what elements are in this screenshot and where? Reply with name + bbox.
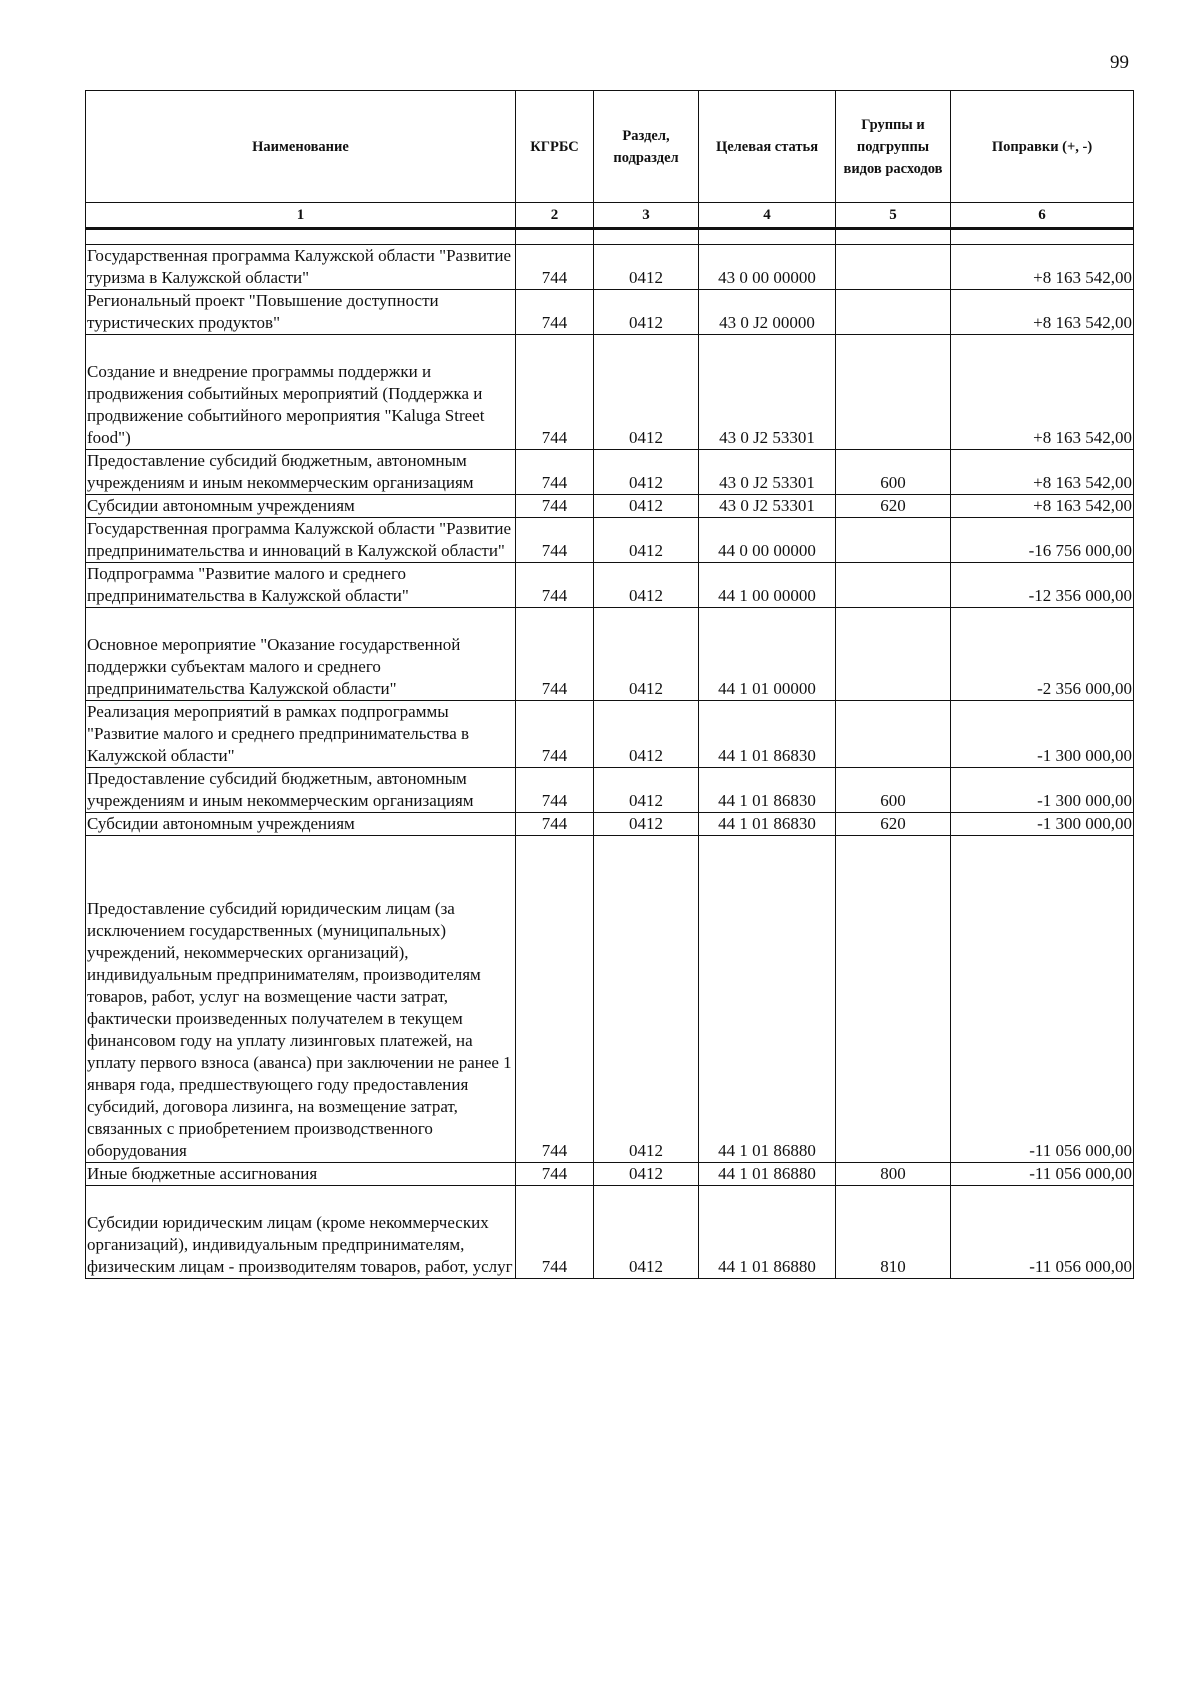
table-row [86,768,1134,813]
row-amount: +8 163 542,00 [951,495,1134,518]
column-number: 4 [699,203,836,229]
row-group: 810 [836,1186,951,1279]
row-target: 44 0 00 00000 [699,518,836,563]
row-kgrbs: 744 [516,1186,594,1279]
row-section: 0412 [594,245,699,290]
column-number: 2 [516,203,594,229]
column-number: 5 [836,203,951,229]
row-target: 43 0 J2 53301 [699,335,836,450]
row-name: Субсидии автономным учреждениям [86,813,516,836]
row-section: 0412 [594,335,699,450]
row-target: 44 1 01 86880 [699,1163,836,1186]
table-row [86,1163,1134,1186]
row-name: Региональный проект "Повышение доступности туристических продуктов" [86,290,516,335]
row-section: 0412 [594,813,699,836]
header-groups: Группы и подгруппы видов расходов [836,91,951,203]
row-target: 44 1 01 86830 [699,701,836,768]
row-kgrbs: 744 [516,335,594,450]
row-name: Государственная программа Калужской области "Развитие туризма в Калужской области" [86,245,516,290]
row-name: Иные бюджетные ассигнования [86,1163,516,1186]
row-amount: +8 163 542,00 [951,335,1134,450]
table-row [86,335,1134,450]
row-target: 44 1 01 86830 [699,768,836,813]
header-target: Целевая статья [699,91,836,203]
row-amount: -11 056 000,00 [951,1163,1134,1186]
header-section: Раздел, подраздел [594,91,699,203]
row-amount: -16 756 000,00 [951,518,1134,563]
row-target: 44 1 00 00000 [699,563,836,608]
row-section: 0412 [594,1186,699,1279]
row-kgrbs: 744 [516,608,594,701]
row-amount: -1 300 000,00 [951,701,1134,768]
row-group [836,563,951,608]
table-row [86,245,1134,290]
row-group [836,608,951,701]
row-section: 0412 [594,518,699,563]
row-name: Основное мероприятие "Оказание государственной поддержки субъектам малого и среднего предпринимательства Калужской области" [86,608,516,701]
row-target: 44 1 01 86830 [699,813,836,836]
row-group [836,335,951,450]
row-name: Предоставление субсидий бюджетным, автономным учреждениям и иным некоммерческим организациям [86,768,516,813]
row-amount: +8 163 542,00 [951,450,1134,495]
row-amount: -12 356 000,00 [951,563,1134,608]
row-group: 800 [836,1163,951,1186]
row-section: 0412 [594,836,699,1163]
row-name: Предоставление субсидий бюджетным, автономным учреждениям и иным некоммерческим организациям [86,450,516,495]
row-target: 44 1 01 00000 [699,608,836,701]
table-row [86,290,1134,335]
row-kgrbs: 744 [516,245,594,290]
page-number: 99 [1110,52,1129,73]
spacer-row [86,229,1134,245]
row-group [836,245,951,290]
column-number: 6 [951,203,1134,229]
row-name: Субсидии автономным учреждениям [86,495,516,518]
row-amount: -2 356 000,00 [951,608,1134,701]
row-target: 43 0 J2 53301 [699,450,836,495]
row-section: 0412 [594,608,699,701]
row-name: Реализация мероприятий в рамках подпрограммы "Развитие малого и среднего предпринимательства в Калужской области" [86,701,516,768]
row-section: 0412 [594,563,699,608]
row-group [836,701,951,768]
row-group: 620 [836,813,951,836]
header-amendments: Поправки (+, -) [951,91,1134,203]
table-row [86,563,1134,608]
row-target: 43 0 00 00000 [699,245,836,290]
table-row [86,518,1134,563]
row-kgrbs: 744 [516,290,594,335]
table-header-row [86,91,1134,203]
row-target: 43 0 J2 53301 [699,495,836,518]
row-name: Предоставление субсидий юридическим лицам (за исключением государственных (муниципальных) учреждений, некоммерческих организаций), индивидуальным предпринимателям, производителям товаров, работ, услуг на возмещение части затрат, фактически произведенных получателем в текущем финансовом году на уплату лизинговых платежей, на уплату первого взноса (аванса) при заключении не ранее 1 января года, предшествующего году предоставления субсидий, договора лизинга, на возмещение затрат, связанных с приобретением производственного оборудования [86,836,516,1163]
row-section: 0412 [594,290,699,335]
table-row [86,1186,1134,1279]
row-name: Государственная программа Калужской области "Развитие предпринимательства и инноваций в Калужской области" [86,518,516,563]
table-row [86,813,1134,836]
row-amount: +8 163 542,00 [951,245,1134,290]
column-number-row [86,203,1134,229]
row-amount: -1 300 000,00 [951,768,1134,813]
column-number: 1 [86,203,516,229]
row-target: 44 1 01 86880 [699,836,836,1163]
row-name: Создание и внедрение программы поддержки и продвижения событийных мероприятий (Поддержка и продвижение событийного мероприятия "Kaluga Street food") [86,335,516,450]
row-kgrbs: 744 [516,563,594,608]
row-group [836,836,951,1163]
row-group [836,290,951,335]
row-amount: -11 056 000,00 [951,1186,1134,1279]
row-amount: -1 300 000,00 [951,813,1134,836]
row-group: 600 [836,768,951,813]
row-section: 0412 [594,450,699,495]
row-kgrbs: 744 [516,518,594,563]
row-name: Субсидии юридическим лицам (кроме некоммерческих организаций), индивидуальным предпринимателям, физическим лицам - производителям товаров, работ, услуг [86,1186,516,1279]
table-row [86,701,1134,768]
row-section: 0412 [594,701,699,768]
table-row [86,836,1134,1163]
row-group: 620 [836,495,951,518]
row-group [836,518,951,563]
row-amount: +8 163 542,00 [951,290,1134,335]
row-section: 0412 [594,495,699,518]
row-kgrbs: 744 [516,836,594,1163]
row-amount: -11 056 000,00 [951,836,1134,1163]
row-target: 44 1 01 86880 [699,1186,836,1279]
table-row [86,495,1134,518]
row-kgrbs: 744 [516,1163,594,1186]
row-kgrbs: 744 [516,768,594,813]
header-name: Наименование [86,91,516,203]
row-name: Подпрограмма "Развитие малого и среднего предпринимательства в Калужской области" [86,563,516,608]
budget-amendments-table [85,90,1134,1279]
row-section: 0412 [594,1163,699,1186]
row-kgrbs: 744 [516,813,594,836]
table-row [86,450,1134,495]
row-kgrbs: 744 [516,495,594,518]
row-kgrbs: 744 [516,701,594,768]
row-target: 43 0 J2 00000 [699,290,836,335]
row-kgrbs: 744 [516,450,594,495]
row-group: 600 [836,450,951,495]
table-row [86,608,1134,701]
row-section: 0412 [594,768,699,813]
header-kgrbs: КГРБС [516,91,594,203]
column-number: 3 [594,203,699,229]
